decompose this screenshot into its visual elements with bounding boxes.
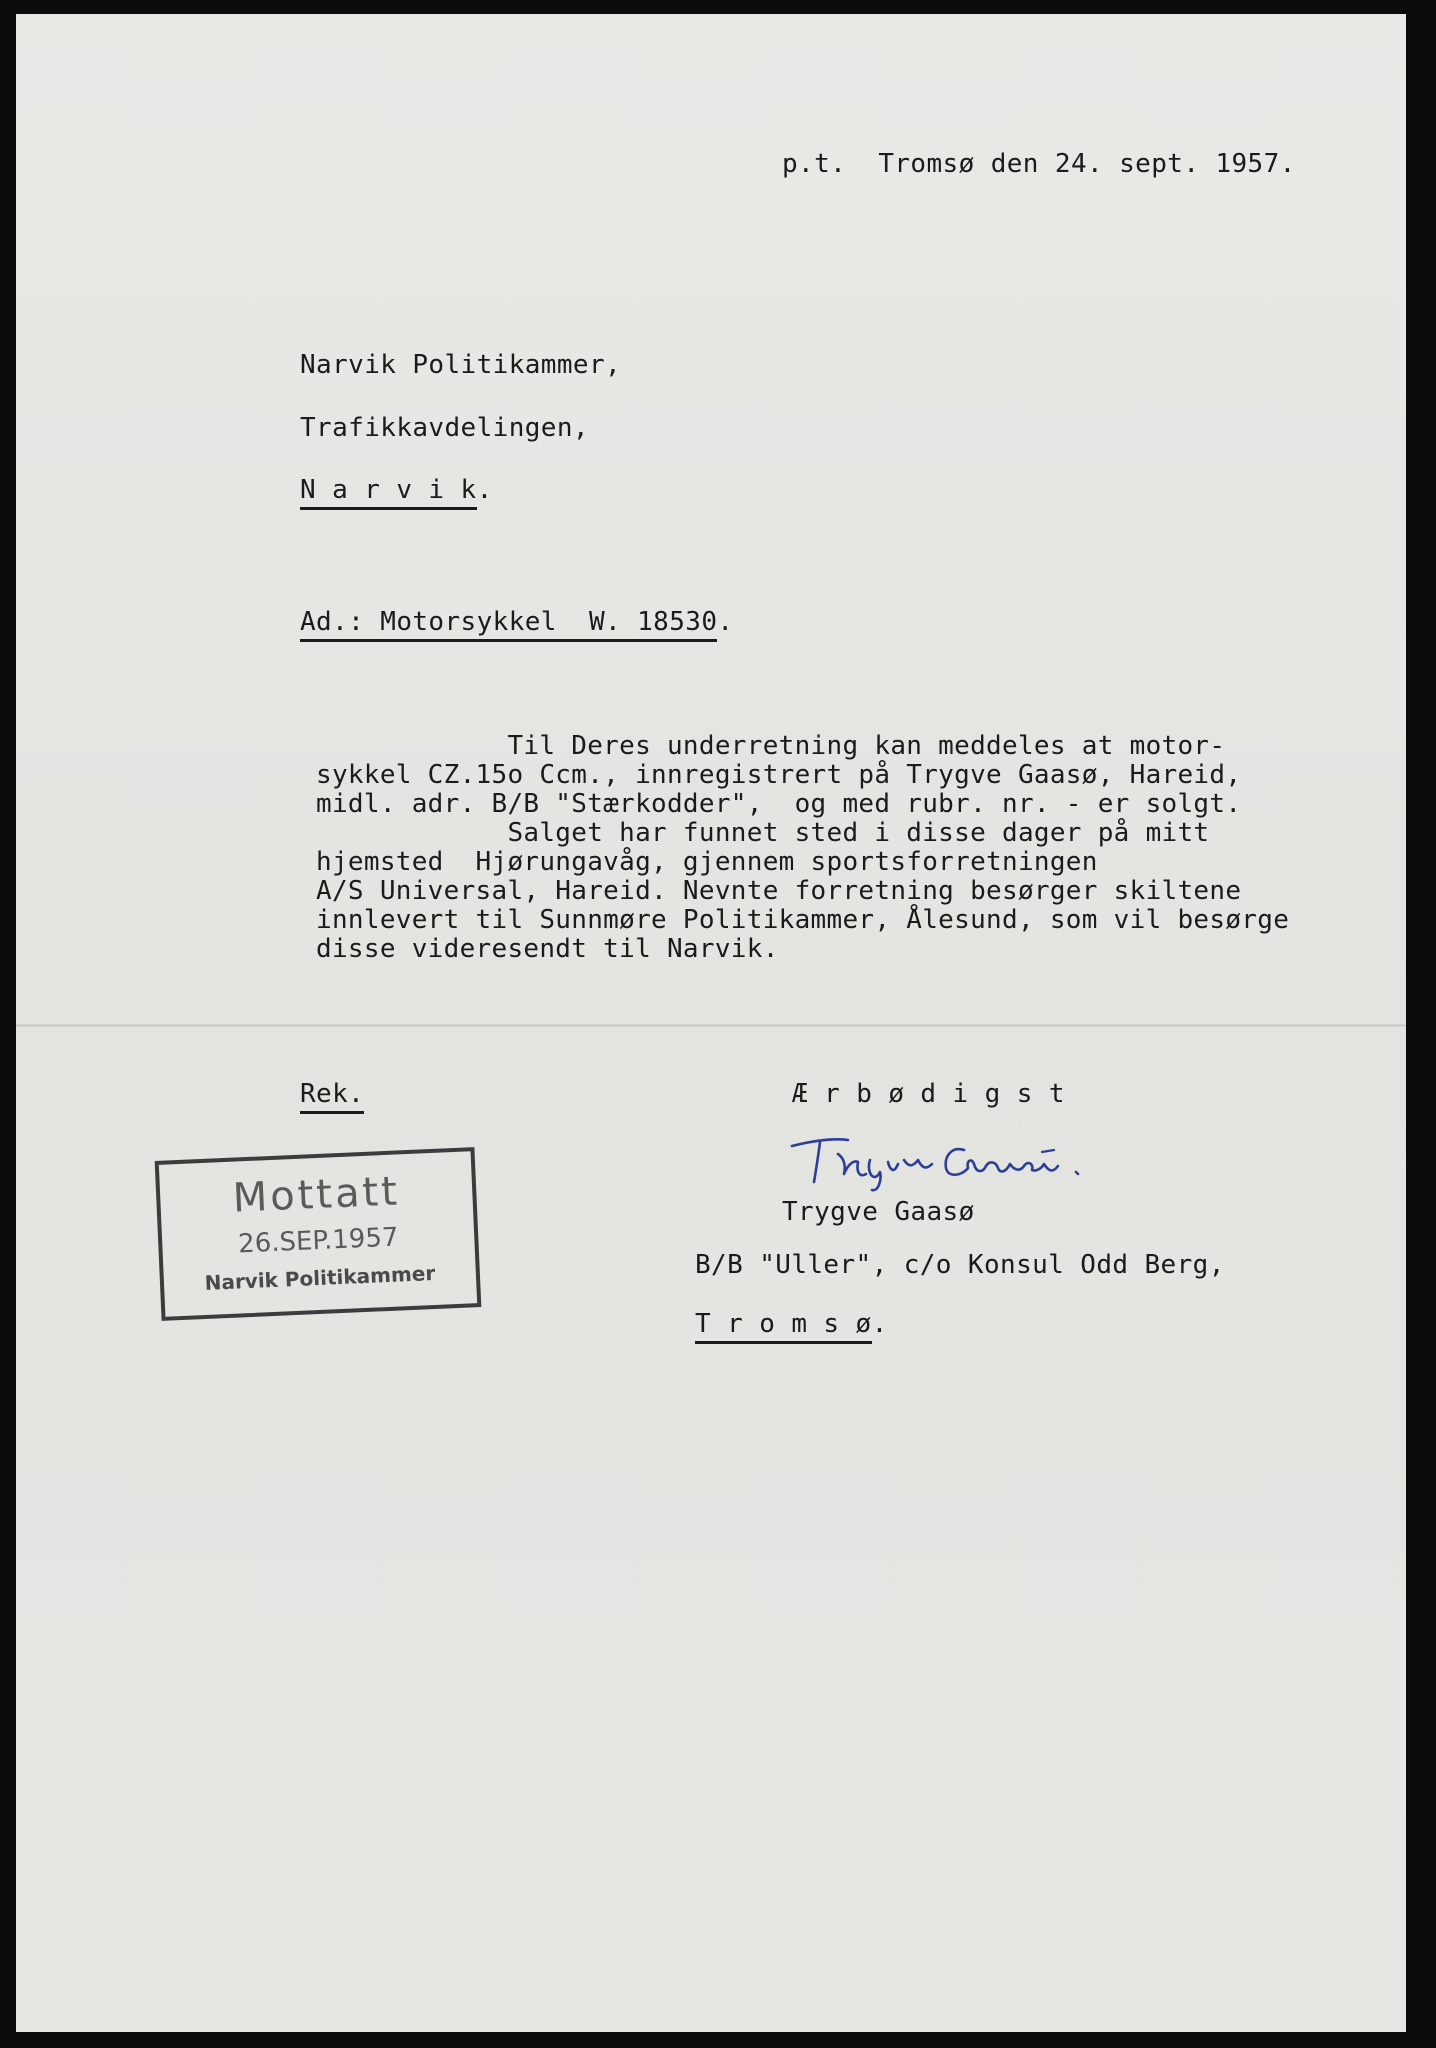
recipient-line-2: Trafikkavdelingen, (300, 413, 589, 443)
dateline: p.t. Tromsø den 24. sept. 1957. (782, 149, 1296, 179)
letter-body (316, 732, 1289, 964)
sender-address: B/B "Uller", c/o Konsul Odd Berg, (695, 1250, 1225, 1280)
subject-line: Ad.: Motorsykkel W. 18530. (300, 608, 733, 636)
closing: Æ r b ø d i g s t (792, 1079, 1065, 1109)
fold-line (16, 1024, 1406, 1027)
stamp-date: 26.SEP.1957 (237, 1222, 400, 1260)
sender-name: Trygve Gaasø (782, 1197, 975, 1227)
handwritten-signature (786, 1124, 1116, 1194)
recipient-city: N a r v i k (300, 475, 477, 510)
body-line: Salget har funnet sted i disse dager på mitt (316, 818, 1210, 848)
stamp-label: Mottatt (231, 1168, 401, 1222)
subject: Ad.: Motorsykkel W. 18530 (300, 607, 717, 642)
sender-city: T r o m s ø (695, 1309, 872, 1344)
body-line: Til Deres underretning kan meddeles at motor- (316, 731, 1226, 761)
rek-line (300, 1080, 364, 1108)
body-line: disse videresendt til Narvik. (316, 934, 779, 964)
letter-paper (16, 14, 1406, 2032)
recipient-line-3: N a r v i k. (300, 476, 493, 504)
received-stamp (155, 1147, 482, 1321)
sender-city-line: T r o m s ø. (695, 1310, 888, 1338)
body-line: sykkel CZ.15o Ccm., innregistrert på Trygve Gaasø, Hareid, (316, 760, 1242, 790)
body-line: innlevert til Sunnmøre Politikammer, Ålesund, som vil besørge (316, 905, 1290, 935)
stamp-office: Narvik Politikammer (204, 1260, 436, 1295)
body-line: hjemsted Hjørungavåg, gjennem sportsforretningen (316, 847, 1098, 877)
rek-label: Rek. (300, 1079, 364, 1114)
body-line: midl. adr. B/B "Stærkodder", og med rubr. nr. - er solgt. (316, 789, 1242, 819)
body-line: A/S Universal, Hareid. Nevnte forretning besørger skiltene (316, 876, 1242, 906)
recipient-line-1: Narvik Politikammer, (300, 350, 622, 380)
